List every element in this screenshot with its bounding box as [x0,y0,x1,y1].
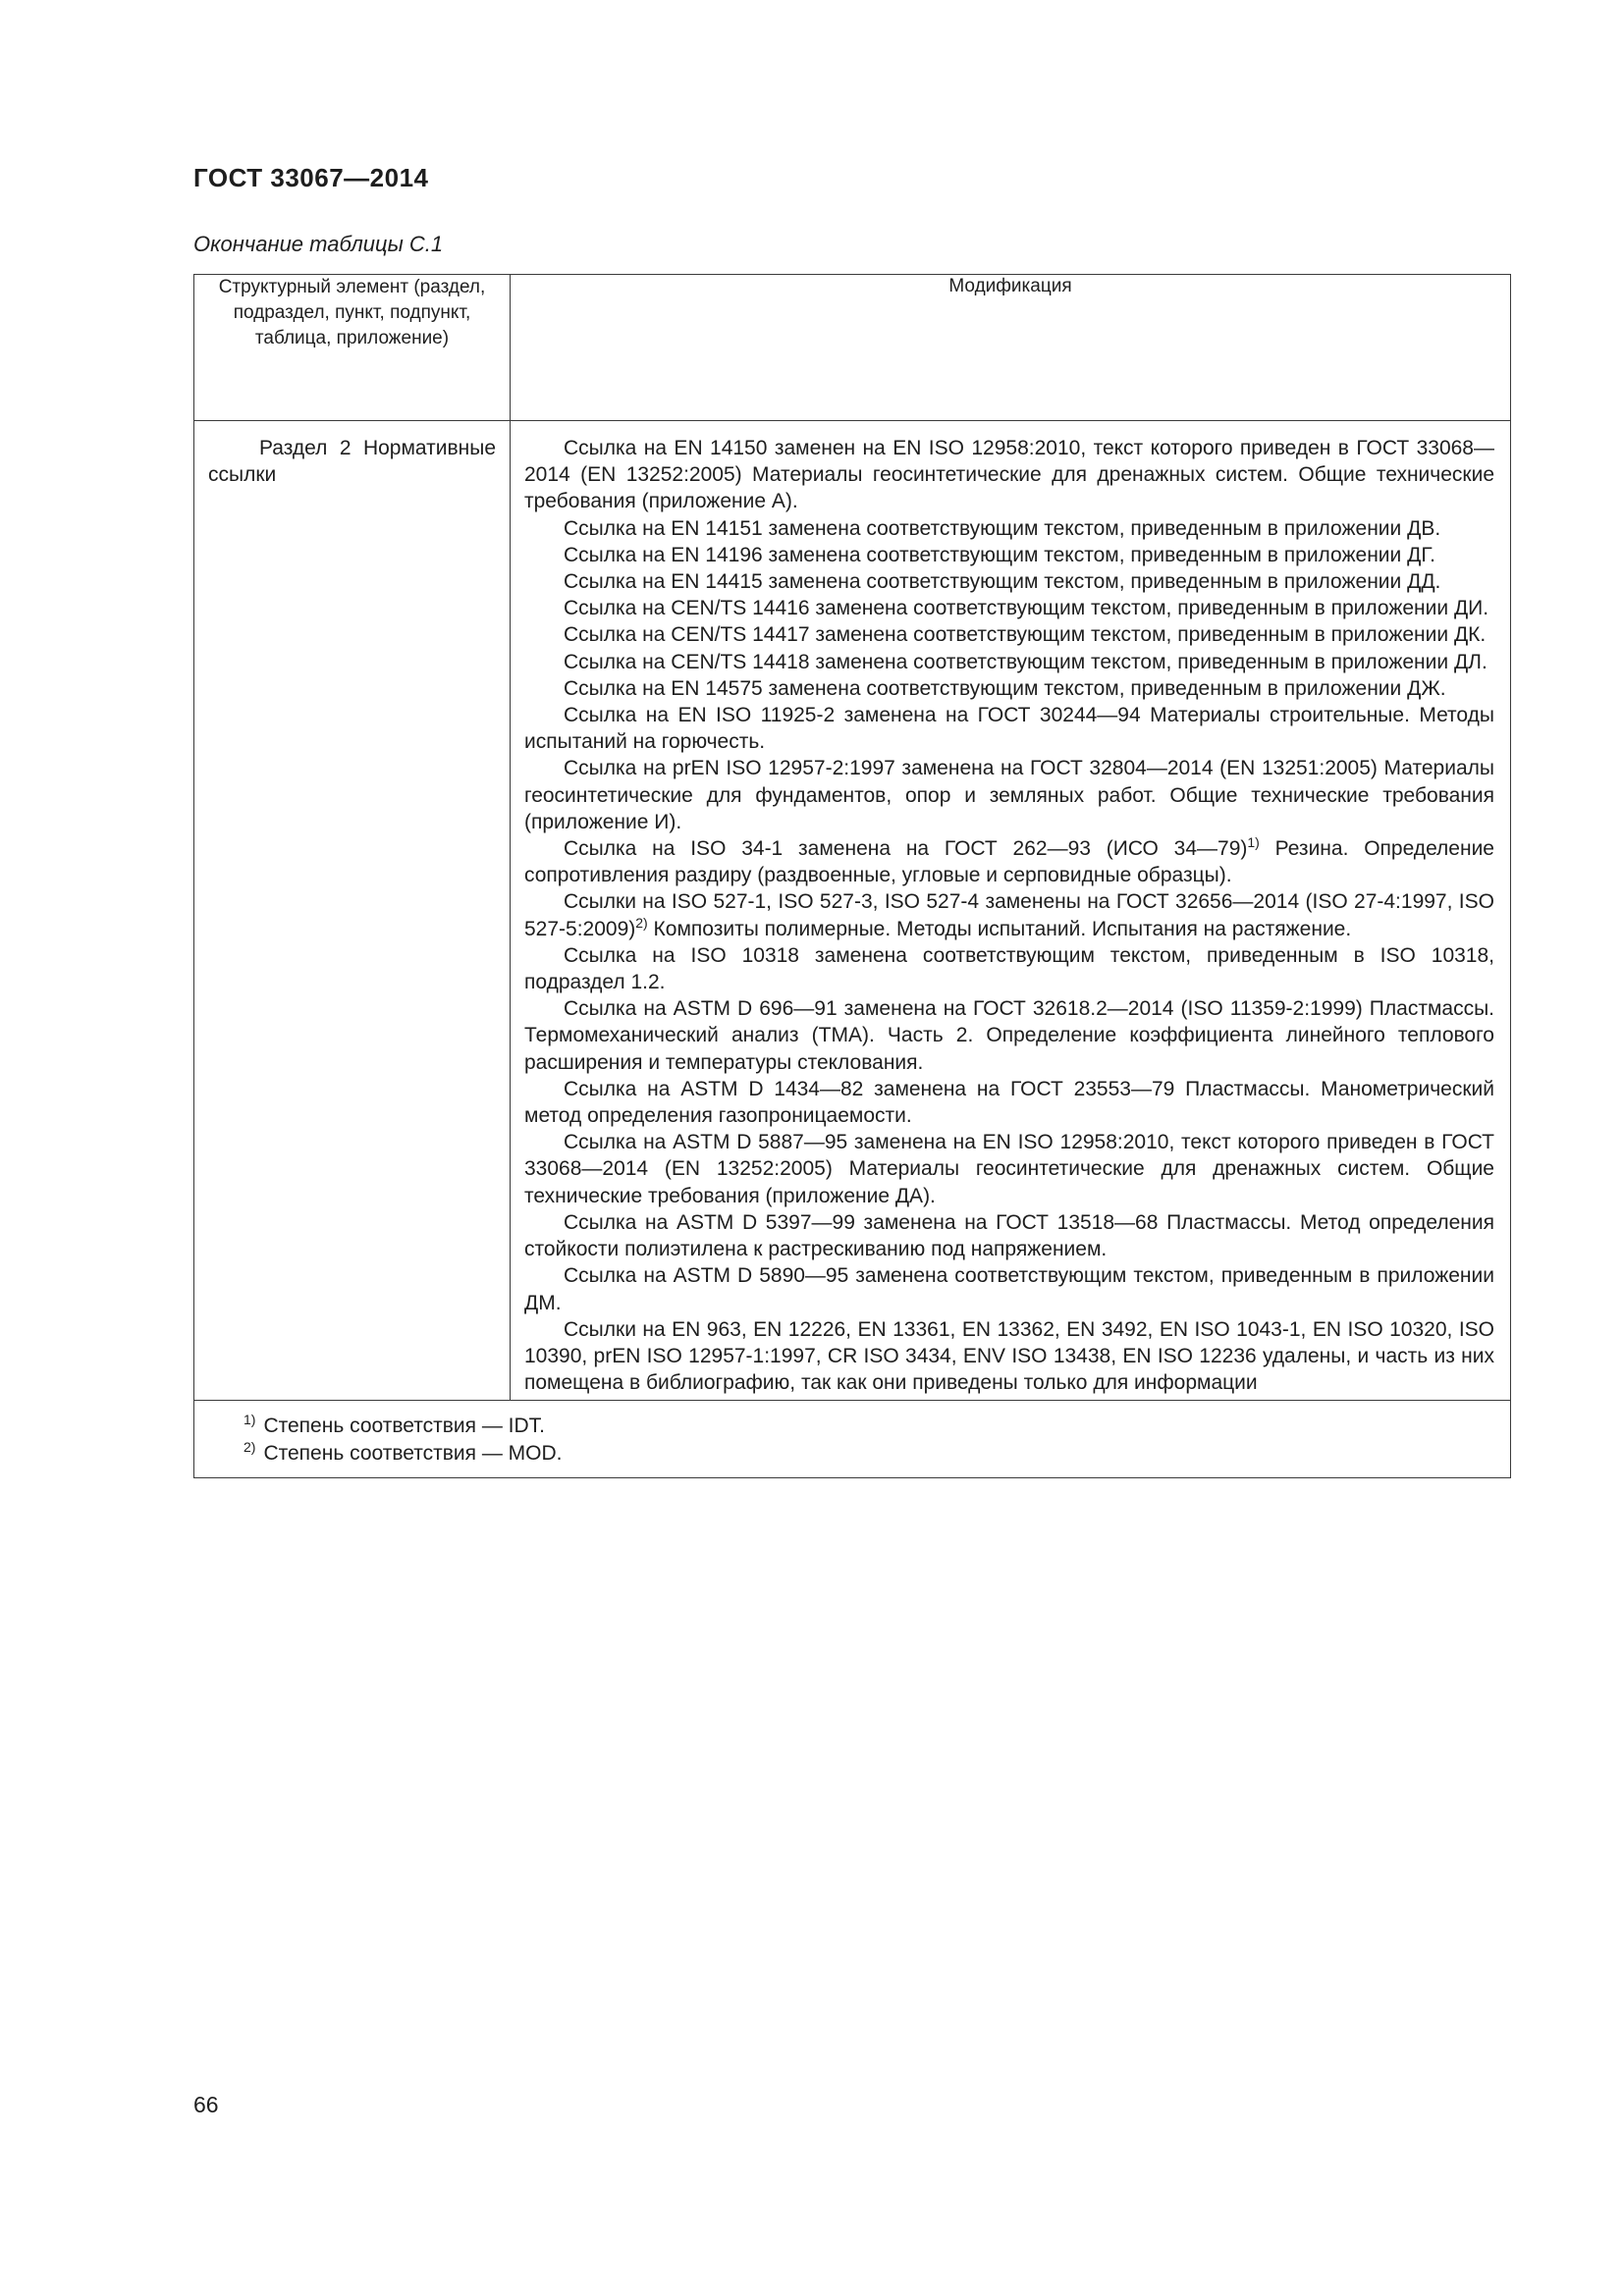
footnote-reference: 1) [1247,834,1260,851]
modification-paragraph: Ссылка на EN ISO 11925-2 заменена на ГОСТ 30244—94 Материалы строительные. Методы испытаний на горючесть. [524,704,1494,754]
modification-paragraph: Ссылка на CEN/TS 14418 заменена соответствующим текстом, приведенным в приложении ДЛ. [564,650,1488,673]
paragraph-text: Резина. Определение сопротивления раздиру (раздвоенные, угловые и серповидные образцы). [524,837,1494,887]
footnotes-cell [194,1401,1511,1478]
structural-element-cell: Раздел 2 Нормативные ссылки [194,421,511,1401]
modification-table [193,274,1511,1478]
modification-cell [511,421,1511,1401]
footnote [243,1413,1496,1440]
column-header-modification: Модификация [511,275,1511,421]
modification-paragraph: Ссылка на CEN/TS 14417 заменена соответствующим текстом, приведенным в приложении ДК. [564,623,1487,647]
page-number: 66 [193,2092,219,2117]
modification-paragraph [524,888,1494,941]
modification-paragraph: Ссылка на EN 14151 заменена соответствующим текстом, приведенным в приложении ДВ. [564,516,1441,540]
footnote [243,1440,1496,1468]
column-header-structural-element: Структурный элемент (раздел, подраздел, пункт, подпункт, таблица, приложение) [194,275,511,421]
modification-paragraph: Ссылка на EN 14575 заменена соответствующим текстом, приведенным в приложении ДЖ. [564,676,1446,700]
paragraph-text: Ссылка на ISO 34-1 заменена на ГОСТ 262—93 (ИСО 34—79) [564,837,1248,861]
modification-paragraph: Ссылки на EN 963, EN 12226, EN 13361, EN 13362, EN 3492, EN ISO 1043-1, EN ISO 10320, ISO 10390, prEN ISO 12957-1:1997, CR ISO 3434, ENV ISO 13438, EN ISO 12236 удалены, и часть из них помещена в библиографию, так как они приведены только для информации [524,1317,1494,1395]
table-header-row [194,275,1511,421]
footnote-text: Степень соответствия — IDT. [263,1415,546,1438]
footnote-text: Степень соответствия — MOD. [263,1442,563,1466]
modification-paragraph: Ссылка на ASTM D 5887—95 заменена на EN ISO 12958:2010, текст которого приведен в ГОСТ 33068—2014 (EN 13252:2005) Материалы геосинтетические для дренажных систем. Общие технические требования (приложение ДА). [524,1131,1494,1207]
paragraph-text: Ссылки на ISO 527-1, ISO 527-3, ISO 527-4 заменены на ГОСТ 32656—2014 (ISO 27-4:1997, ISO 527-5:2009) [524,890,1494,940]
modification-paragraph: Ссылка на ISO 10318 заменена соответствующим текстом, приведенным в ISO 10318, подраздел 1.2. [524,943,1494,994]
table-row [194,421,1511,1401]
modification-paragraph: Ссылка на EN 14415 заменена соответствующим текстом, приведенным в приложении ДД. [564,570,1441,594]
table-caption: Окончание таблицы С.1 [193,232,444,256]
modification-paragraph: Ссылка на ASTM D 696—91 заменена на ГОСТ 32618.2—2014 (ISO 11359-2:1999) Пластмассы. Термомеханический анализ (ТМА). Часть 2. Определение коэффициента линейного теплового расширения и температуры стеклования. [524,997,1494,1074]
footnote-mark: 2) [243,1439,256,1456]
document-code: ГОСТ 33067—2014 [193,163,429,192]
modification-paragraph: Ссылка на ASTM D 5890—95 заменена соответствующим текстом, приведенным в приложении ДМ. [524,1264,1494,1314]
modification-paragraph: Ссылка на EN 14196 заменена соответствующим текстом, приведенным в приложении ДГ. [564,543,1435,566]
footnote-reference: 2) [635,914,648,931]
modification-paragraph: Ссылка на prEN ISO 12957-2:1997 заменена на ГОСТ 32804—2014 (EN 13251:2005) Материалы геосинтетические для фундаментов, опор и земляных работ. Общие технические требования (приложение И). [524,757,1494,833]
modification-paragraph: Ссылка на EN 14150 заменен на EN ISO 12958:2010, текст которого приведен в ГОСТ 33068—2014 (EN 13252:2005) Материалы геосинтетические для дренажных систем. Общие технические требования (приложение А). [524,437,1494,513]
footnotes-row [194,1401,1511,1478]
modification-paragraph: Ссылка на ASTM D 5397—99 заменена на ГОСТ 13518—68 Пластмассы. Метод определения стойкости полиэтилена к растрескиванию под напряжением. [524,1210,1494,1261]
paragraph-text: Композиты полимерные. Методы испытаний. Испытания на растяжение. [647,917,1352,940]
modification-paragraph [524,835,1494,888]
footnote-mark: 1) [243,1412,256,1428]
modification-paragraph: Ссылка на ASTM D 1434—82 заменена на ГОСТ 23553—79 Пластмассы. Манометрический метод определения газопроницаемости. [524,1077,1494,1128]
modification-paragraph: Ссылка на CEN/TS 14416 заменена соответствующим текстом, приведенным в приложении ДИ. [564,597,1489,620]
